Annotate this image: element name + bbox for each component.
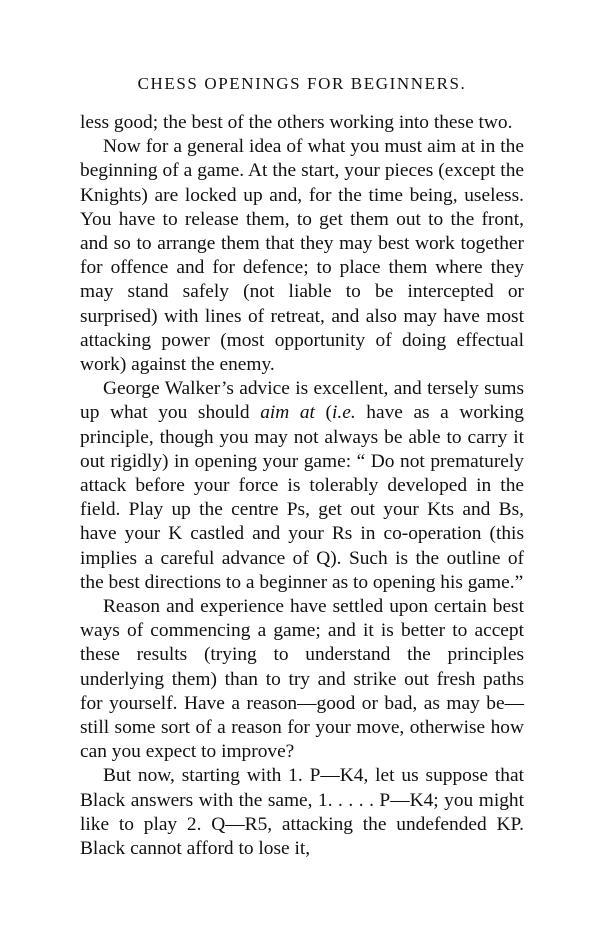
paragraph-text: Now for a general idea of what you must aim at in the beginning of a game. At the start, your pieces (except the Knights) are locked up and, for the time being, useless. You have to release them, to get them out to the front, and so to arrange them that they may best work together for offence and for defence; to place them where they may stand safely (not liable to be intercepted or surprised) with lines of retreat, and also may have most attacking power (most opportunity of doing effectual work) against the enemy. <box>80 136 524 376</box>
paragraph-text: But now, starting with 1. P—K4, let us suppose that Black answers with the same, 1. . . . . P—K4; you might like to play 2. Q—R5, attacking the undefended KP. Black cannot afford to lose it, <box>80 765 524 860</box>
paragraph-3 <box>80 377 524 595</box>
italic-phrase: aim at <box>260 402 315 424</box>
paragraph-2 <box>80 135 524 377</box>
paragraph-5 <box>80 764 524 861</box>
italic-abbreviation: i.e. <box>331 402 356 424</box>
paragraph-4 <box>80 595 524 764</box>
paragraph-text: George Walker’s advice is excellent, and tersely sums up what you should <box>80 378 524 424</box>
paragraph-text: less good; the best of the others working into these two. <box>80 112 513 133</box>
book-page <box>80 72 524 861</box>
paragraph-text: Reason and experience have settled upon certain best ways of commencing a game; and it is better to accept these results (trying to understand the principles underlying them) than to try and strike out fresh paths for yourself. Have a reason—good or bad, as may be—still some sort of a reason for your move, otherwise how can you expect to improve? <box>80 596 524 763</box>
paragraph-1 <box>80 111 524 135</box>
running-head: CHESS OPENINGS FOR BEGINNERS. <box>137 74 467 93</box>
paragraph-text: ( <box>314 402 332 424</box>
body-text <box>80 111 524 861</box>
paragraph-text: have as a working principle, though you may not always be able to carry it out rigidly) in opening your game: “ Do not prematurely attack before your force is tolerably developed in the field. Play up the centre Ps, get out your Kts and Bs, have your K castled and your Rs in co-operation (this implies a careful advance of Q). Such is the outline of the best directions to a beginner as to opening his game.” <box>80 402 524 593</box>
